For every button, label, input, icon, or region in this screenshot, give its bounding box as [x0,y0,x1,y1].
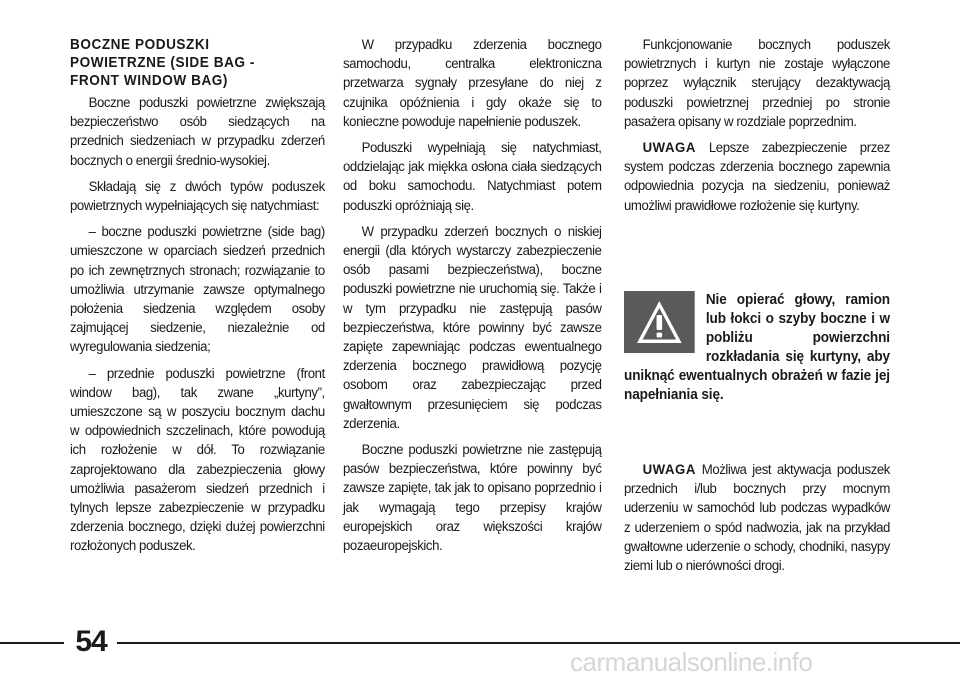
note-paragraph [624,139,890,216]
paragraph: Poduszki wypełniają się natychmiast, oddzielając jak miękka osłona ciała siedzących od boku samochodu. Natychmiast potem poduszki opróżniają się. [343,140,602,214]
warning-block [624,291,890,405]
paragraph: Funkcjonowanie bocznych poduszek powietrznych i kurtyn nie zostaje wyłączone poprzez wyłącznik sterujący dezaktywacją poduszki powietrznej przedniej po stronie pasażera opisany w rozdziale poprzednim. [624,37,890,130]
warning-text: Nie opierać głowy, ramion lub łokci o szyby boczne i w pobliżu powierzchni rozkładania się kurtyny, aby uniknąć ewentualnych obrażeń w fazie jej napełniania się. [624,292,890,403]
column-3 [624,36,890,223]
paragraph: Boczne poduszki powietrzne zwiększają bezpieczeństwo osób siedzących na przednich siedzeniach w przypadku zderzeń bocznych o energii średnio-wysokiej. [70,95,325,169]
list-item-side-bag: – boczne poduszki powietrzne (side bag) umieszczone w oparciach siedzeń przednich po ich zewnętrznych stronach; rozwiązanie to umożliwia utrzymanie zawsze optymalnego położenia siedzenia względem osoby zajmującej siedzenie, niezależnie od wyregulowania siedzenia; [70,224,325,356]
note-text: Możliwa jest aktywacja poduszek przednich i/lub bocznych przy mocnym uderzeniu w samochód lub podczas wypadków z uderzeniem o spód nadwozia, jak na przykład gwałtowne uderzenie o schody, chodniki, nasypy ziemi lub o nierówności drogi. [624,462,890,575]
footer-rule-left [0,642,64,644]
heading-line-2: POWIETRZNE (SIDE BAG - [70,55,255,71]
paragraph: Boczne poduszki powietrzne nie zastępują pasów bezpieczeństwa, które powinny być zawsze zapięte, tak jak to opisano poprzednio i jak wymagają tego przepisy krajów europejskich oraz większości krajów pozaeuropejskich. [343,442,602,555]
paragraph: Składają się z dwóch typów poduszek powietrznych wypełniających się natychmiast: [70,178,325,215]
column-2 [343,36,602,563]
watermark: carmanualsonline.info [570,647,813,677]
note-text: Lepsze zabezpieczenie przez system podczas zderzenia bocznego zapewnia odpowiednia pozycja na siedzeniu, ponieważ umożliwi prawidłowe rozłożenie się kurtyny. [624,140,890,214]
paragraph: W przypadku zderzeń bocznych o niskiej energii (dla których wystarczy zabezpieczenie osób pasami bezpieczeństwa), boczne poduszki powietrzne nie uruchomią się. Także i w tym przypadku nie zastępują pasów bezpieczeństwa, które powinny być zawsze zapięte zapewniając podczas ewentualnego zderzenia bocznego prawidłową pozycję osobom oraz zabezpieczając przed gwałtownym przesunięciem się podczas zderzenia. [343,223,602,432]
page-number: 54 [75,625,107,658]
note-paragraph [624,461,890,576]
heading-line-3: FRONT WINDOW BAG) [70,73,228,89]
note-label: UWAGA [642,462,696,478]
note-label: UWAGA [642,140,696,157]
list-item-window-bag: – przednie poduszki powietrzne (front window bag), tak zwane „kurtyny”, umieszczone są w poszyciu bocznym dachu w odpowiednich szczelinach, które powodują ich rozłożenie w dół. To rozwiązanie zaprojektowano dla zabezpieczenia głowy umożliwia pasażerom siedzeń przednich i tylnych lepsze zabezpieczenie w przypadku zderzenia bocznego, dzięki dużej powierzchni rozłożonych poduszek. [70,365,325,555]
paragraph: W przypadku zderzenia bocznego samochodu, centralka elektroniczna przetwarza sygnały przesyłane do niej z czujnika opóźnienia i gdy okaże się to konieczne powoduje napełnienie poduszek. [343,37,602,130]
heading-line-1: BOCZNE PODUSZKI [70,37,210,53]
warning-icon [624,291,695,353]
column-1 [70,36,325,564]
footer-rule-right [117,642,960,644]
section-heading [70,36,325,90]
note-block-2 [624,461,890,583]
